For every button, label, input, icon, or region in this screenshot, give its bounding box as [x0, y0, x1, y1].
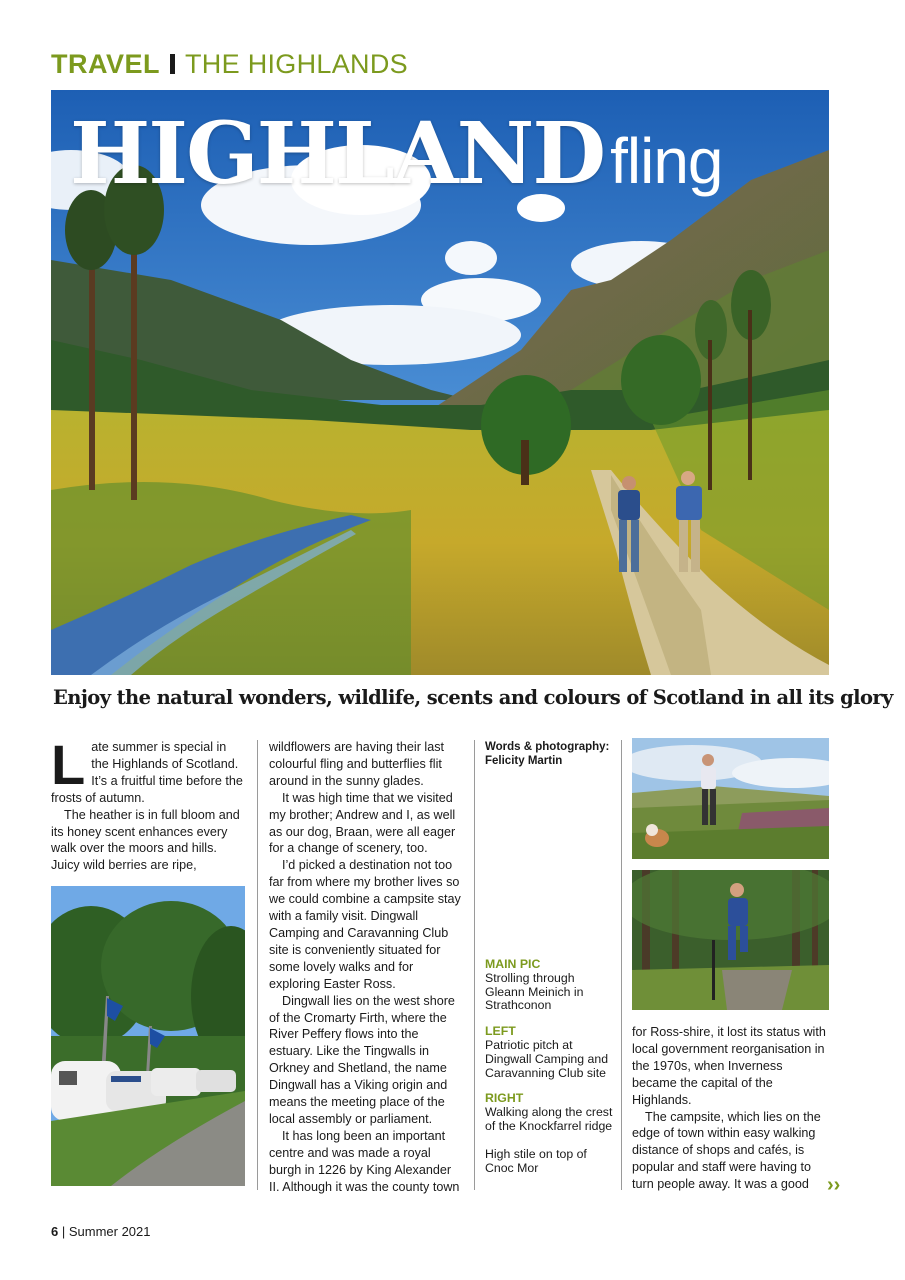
paragraph: Late summer is special in the Highlands of Scotland. It’s a fruitful time before the frosts of autumn. — [51, 733, 243, 805]
byline-label: Words & photography: — [485, 741, 610, 753]
subsection-label: THE HIGHLANDS — [185, 49, 408, 79]
ridge-walk-photo — [632, 738, 829, 859]
article-column-2 — [269, 739, 465, 1195]
page-footer: 6 | Summer 2021 — [51, 1224, 151, 1239]
article-column-4 — [632, 1024, 828, 1193]
standfirst: Enjoy the natural wonders, wildlife, scents and colours of Scotland in all its glory — [53, 686, 893, 709]
caption-main: Strolling through Gleann Meinich in Strathconon — [485, 970, 584, 1013]
article-column-1 — [51, 733, 244, 874]
continue-arrow-icon: ›› — [827, 1174, 841, 1196]
caption-label-right: RIGHT — [485, 1091, 524, 1106]
hero-photo — [51, 90, 829, 675]
paragraph: It was high time that we visited my brother; Andrew and I, as well as our dog, Braan, were all eager for a change of scenery, too. — [269, 790, 456, 856]
caption-label-left: LEFT — [485, 1024, 516, 1039]
stile-photo — [632, 870, 829, 1010]
page-number: 6 — [51, 1224, 59, 1239]
headline-light: fling — [610, 125, 723, 197]
campsite-photo — [51, 886, 245, 1186]
caption-right-2: High stile on top of Cnoc Mor — [485, 1146, 587, 1175]
paragraph: for Ross-shire, it lost its status with local government reorganisation in the 1970s, when Inverness became the capital of the Highlands. — [632, 1025, 826, 1107]
paragraph: The campsite, which lies on the edge of town within easy walking distance of shops and cafés, is popular and staff were having to turn people away. It was a good — [632, 1109, 821, 1192]
column-rule — [474, 740, 475, 1190]
caption-left: Patriotic pitch at Dingwall Camping and Caravanning Club site — [485, 1037, 609, 1080]
section-label: TRAVEL — [51, 49, 160, 79]
byline — [485, 740, 615, 768]
caption-right: Walking along the crest of the Knockfarrel ridge — [485, 1105, 613, 1133]
column-rule — [257, 740, 258, 1190]
paragraph: The heather is in full bloom and its honey scent enhances every walk over the moors and hills. Juicy wild berries are ripe, — [51, 807, 240, 873]
issue-label: Summer 2021 — [68, 1224, 151, 1239]
paragraph: Dingwall lies on the west shore of the Cromarty Firth, where the River Peffery flows into the estuary. Like the Tingwalls in Orkney and Shetland, the name Dingwall has a Viking origin and means the meeting place of the local assembly or parliament. — [269, 993, 455, 1126]
header-divider — [170, 54, 175, 74]
paragraph: It has long been an important centre and was made a royal burgh in 1226 by King Alexander II. Although it was the county town — [269, 1128, 460, 1194]
column-rule — [621, 740, 622, 1190]
photo-captions — [485, 958, 615, 1175]
paragraph: wildflowers are having their last colourful fling and butterflies flit around in the sunny glades. — [269, 740, 444, 788]
headline-bold: HIGHLAND — [70, 104, 605, 204]
caption-label-main: MAIN PIC — [485, 957, 541, 971]
section-header — [51, 49, 408, 79]
byline-author: Felicity Martin — [485, 755, 563, 767]
paragraph: I’d picked a destination not too far from where my brother lives so we could combine a campsite stay with a family visit. Dingwall Camping and Caravanning Club site is conveniently situated for some lovely walks and for exploring Easter Ross. — [269, 858, 461, 991]
drop-cap: L — [51, 733, 86, 796]
